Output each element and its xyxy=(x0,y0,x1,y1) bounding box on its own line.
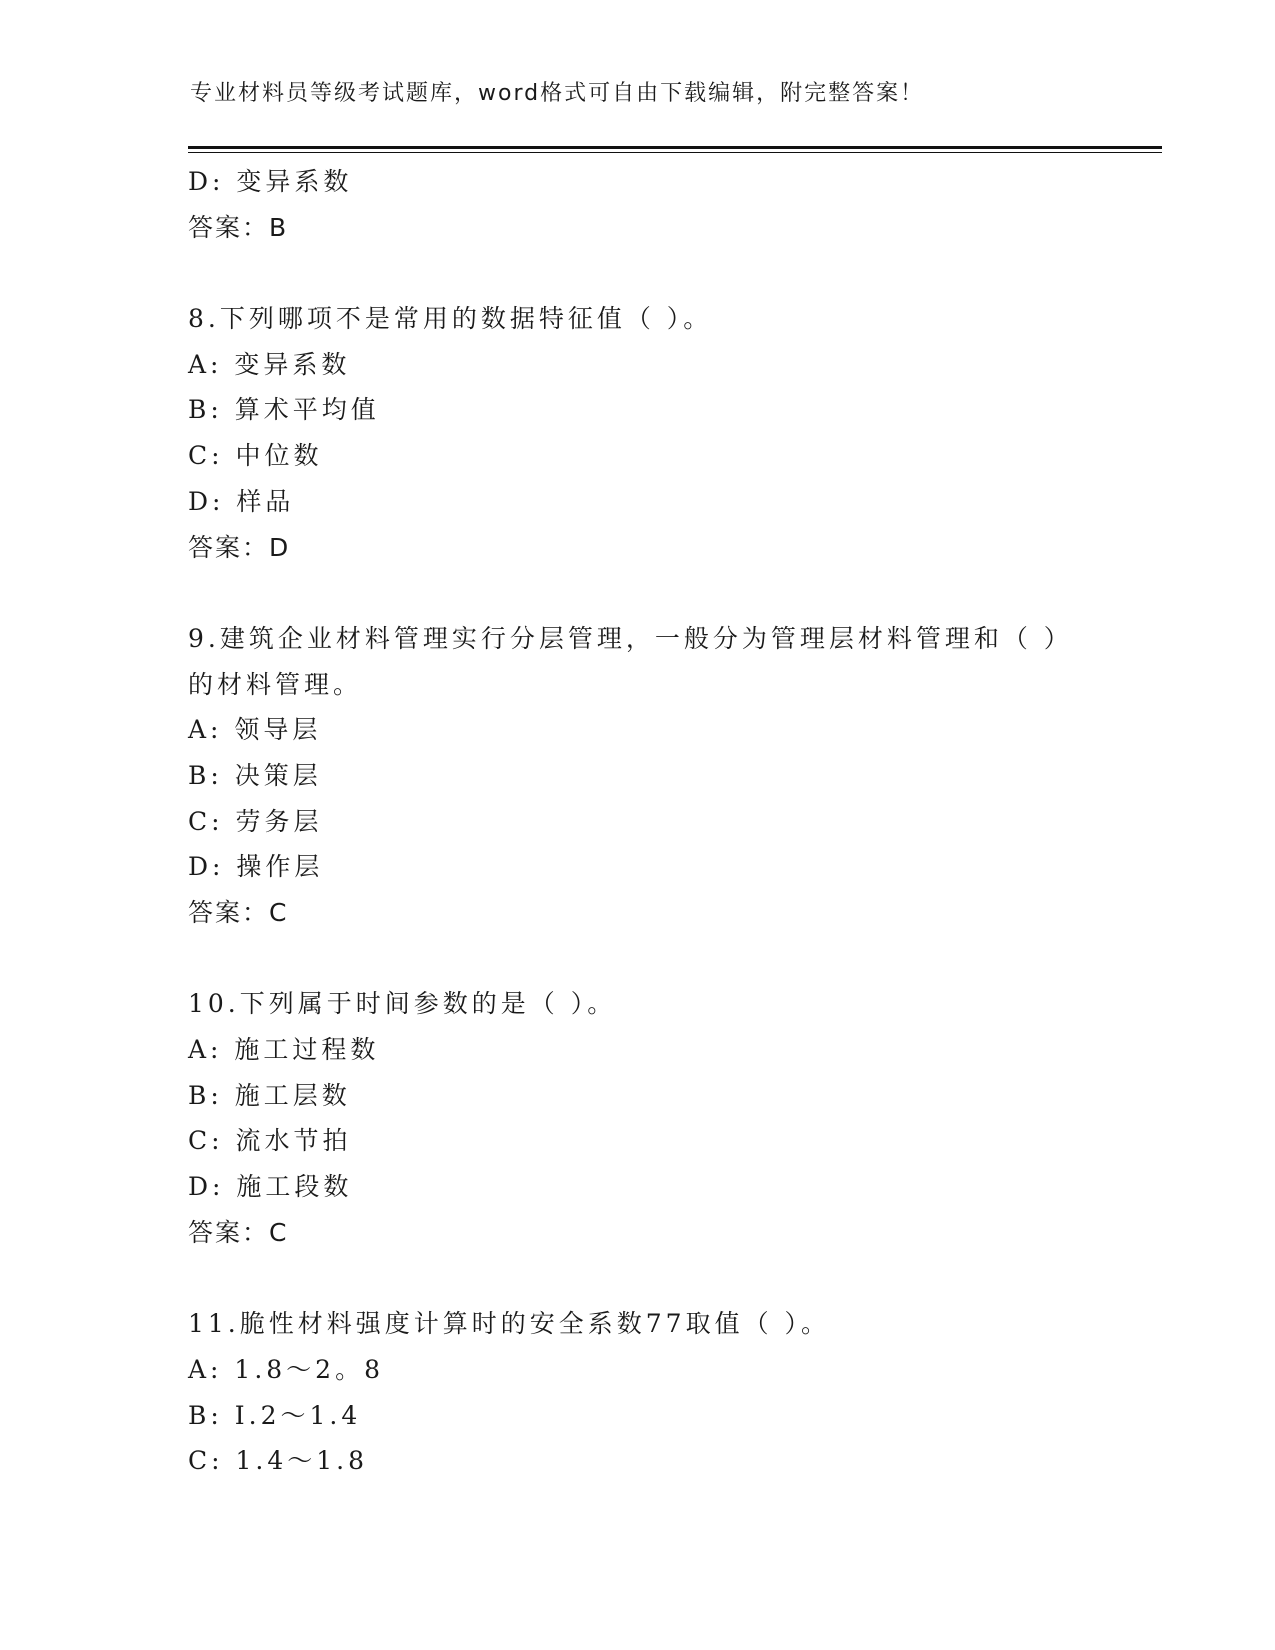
question-stem: 10.下列属于时间参数的是（ ）。 xyxy=(188,989,617,1019)
option-b: B: I.2～1.4 xyxy=(188,1400,362,1430)
option-c: C: 中位数 xyxy=(188,441,323,471)
prev-answer: 答案：B xyxy=(188,212,289,242)
question-stem: 9.建筑企业材料管理实行分层管理，一般分为管理层材料管理和（ ） xyxy=(188,623,1073,653)
spacer xyxy=(188,250,1088,296)
option-b: B: 决策层 xyxy=(188,760,322,790)
question-block-8 xyxy=(188,296,1088,570)
answer: 答案：C xyxy=(188,1217,289,1247)
answer: 答案：C xyxy=(188,898,289,927)
option-b: B: 施工层数 xyxy=(188,1080,351,1110)
option-d: D: 施工段数 xyxy=(188,1172,353,1202)
question-block-11 xyxy=(188,1301,1088,1484)
question-stem: 11.脆性材料强度计算时的安全系数77取值（ ）。 xyxy=(188,1309,831,1339)
spacer xyxy=(188,1256,1088,1302)
option-a: A: 1.8～2。8 xyxy=(188,1354,384,1384)
header-rule-thick xyxy=(188,146,1162,149)
header-rule-thin xyxy=(188,152,1162,153)
spacer xyxy=(188,570,1088,616)
option-d: D: 样品 xyxy=(188,486,295,516)
option-a: A: 变异系数 xyxy=(188,349,351,379)
question-stem-continued: 的材料管理。 xyxy=(188,669,363,699)
option-c: C: 流水节拍 xyxy=(188,1126,352,1156)
prev-option-d: D: 变异系数 xyxy=(188,167,353,196)
spacer xyxy=(188,936,1088,982)
option-d: D: 操作层 xyxy=(188,852,324,882)
option-a: A: 领导层 xyxy=(188,715,322,745)
option-b: B: 算术平均值 xyxy=(188,395,380,425)
answer: 答案：D xyxy=(188,532,291,562)
question-block-10 xyxy=(188,981,1088,1255)
question-content xyxy=(188,159,1088,1484)
option-c: C: 劳务层 xyxy=(188,806,323,836)
page-header: 专业材料员等级考试题库，word格式可自由下载编辑，附完整答案！ xyxy=(190,81,925,106)
question-block-9 xyxy=(188,616,1088,936)
question-stem: 8.下列哪项不是常用的数据特征值（ ）。 xyxy=(188,304,713,334)
option-c: C: 1.4～1.8 xyxy=(188,1446,369,1476)
option-a: A: 施工过程数 xyxy=(188,1035,380,1065)
